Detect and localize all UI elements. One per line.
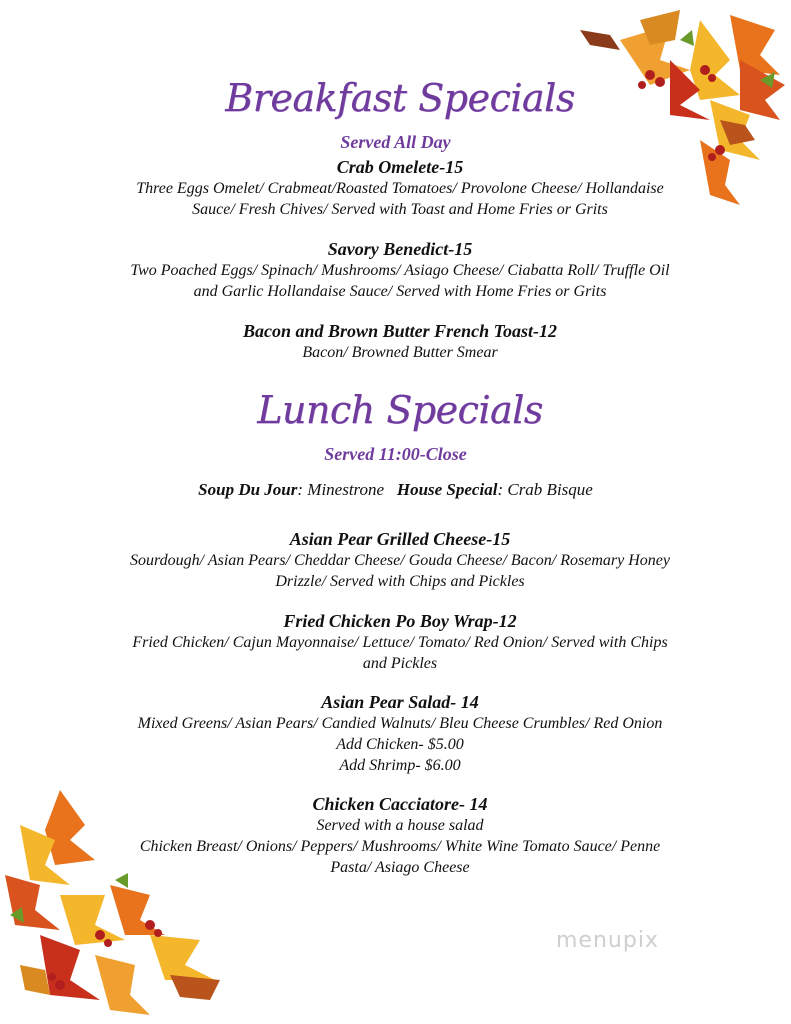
breakfast-served-subtitle: Served All Day bbox=[340, 132, 451, 152]
menu-item-asian-pear-salad bbox=[60, 691, 740, 776]
item-desc-line: Add Shrimp- $6.00 bbox=[339, 757, 461, 774]
soup-label: Soup Du Jour bbox=[198, 480, 298, 499]
item-title: Asian Pear Grilled Cheese-15 bbox=[289, 529, 511, 549]
item-desc-line: Pasta/ Asiago Cheese bbox=[330, 859, 470, 876]
item-desc-line: Bacon/ Browned Butter Smear bbox=[302, 344, 498, 361]
breakfast-specials-title: Breakfast Specials bbox=[225, 76, 575, 120]
menu-item-fried-chicken-po-boy bbox=[60, 610, 740, 674]
item-desc-line: Fried Chicken/ Cajun Mayonnaise/ Lettuce/ Tomato/ Red Onion/ Served with Chips bbox=[132, 634, 668, 651]
item-desc-line: and Garlic Hollandaise Sauce/ Served with Home Fries or Grits bbox=[193, 283, 607, 300]
item-desc-line: Two Poached Eggs/ Spinach/ Mushrooms/ Asiago Cheese/ Ciabatta Roll/ Truffle Oil bbox=[130, 262, 670, 279]
menu-item-savory-benedict bbox=[60, 238, 740, 302]
menupix-watermark: menupix bbox=[556, 928, 659, 953]
lunch-specials-title: Lunch Specials bbox=[257, 388, 543, 432]
menu-item-asian-pear-grilled-cheese bbox=[60, 528, 740, 592]
house-special-label: House Special bbox=[396, 480, 498, 499]
item-title: Bacon and Brown Butter French Toast-12 bbox=[243, 321, 557, 341]
item-desc-line: Sourdough/ Asian Pears/ Cheddar Cheese/ Gouda Cheese/ Bacon/ Rosemary Honey bbox=[130, 552, 670, 569]
item-desc-line: Drizzle/ Served with Chips and Pickles bbox=[275, 573, 525, 590]
lunch-served-subtitle: Served 11:00-Close bbox=[324, 444, 467, 464]
item-desc-line: Sauce/ Fresh Chives/ Served with Toast and Home Fries or Grits bbox=[192, 201, 608, 218]
item-desc-line: Three Eggs Omelet/ Crabmeat/Roasted Tomatoes/ Provolone Cheese/ Hollandaise bbox=[136, 180, 664, 197]
soup-value: : Minestrone bbox=[297, 480, 385, 499]
soup-and-house-special bbox=[0, 480, 791, 500]
item-desc-line: and Pickles bbox=[362, 655, 438, 672]
item-desc-line: Mixed Greens/ Asian Pears/ Candied Walnuts/ Bleu Cheese Crumbles/ Red Onion bbox=[137, 715, 663, 732]
item-desc-line: Served with a house salad bbox=[316, 817, 484, 834]
item-title: Asian Pear Salad- 14 bbox=[321, 692, 479, 712]
item-title: Fried Chicken Po Boy Wrap-12 bbox=[283, 611, 517, 631]
house-special-value: : Crab Bisque bbox=[497, 480, 593, 499]
item-title: Crab Omelete-15 bbox=[336, 157, 464, 177]
item-title: Chicken Cacciatore- 14 bbox=[312, 794, 488, 814]
menu-item-chicken-cacciatore bbox=[60, 793, 740, 878]
item-desc-line: Add Chicken- $5.00 bbox=[336, 736, 464, 753]
menu-item-french-toast bbox=[60, 320, 740, 363]
item-desc-line: Chicken Breast/ Onions/ Peppers/ Mushrooms/ White Wine Tomato Sauce/ Penne bbox=[139, 838, 661, 855]
item-title: Savory Benedict-15 bbox=[327, 239, 473, 259]
menu-item-crab-omelete bbox=[60, 156, 740, 220]
